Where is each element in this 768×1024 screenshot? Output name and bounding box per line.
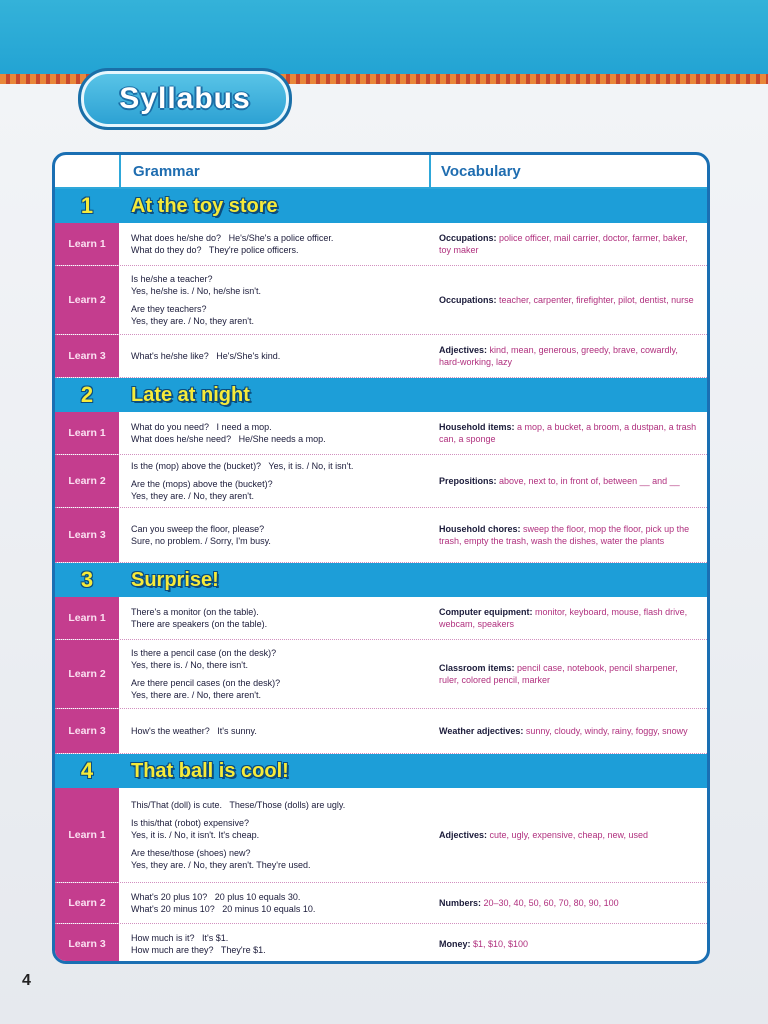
vocabulary-items: police officer, mail carrier, doctor, farmer, baker, toy maker (439, 232, 688, 255)
table-header (55, 155, 707, 189)
vocabulary-cell (429, 709, 707, 753)
vocabulary-cell (429, 640, 707, 708)
vocabulary-cell (429, 788, 707, 882)
grammar-cell (119, 412, 429, 454)
grammar-line: How much is it? It's $1. (131, 933, 229, 943)
grammar-line: Yes, they are. / No, they aren't. They're used. (131, 860, 311, 870)
grammar-line: Yes, there is. / No, there isn't. (131, 660, 248, 670)
unit-header (55, 563, 707, 597)
lesson-label: Learn 2 (55, 883, 119, 923)
vocabulary-items: sweep the floor, mop the floor, pick up the trash, empty the trash, wash the dishes, water the plants (439, 523, 690, 546)
grammar-line: What's 20 plus 10? 20 plus 10 equals 30. (131, 892, 301, 902)
grammar-line: Is he/she a teacher? (131, 274, 213, 284)
grammar-line: What do they do? They're police officers. (131, 245, 299, 255)
syllabus-table (52, 152, 710, 964)
vocabulary-cell (429, 266, 707, 334)
grammar-cell (119, 883, 429, 923)
grammar-line: Are the (mops) above the (bucket)? (131, 479, 273, 489)
vocabulary-text (439, 606, 699, 631)
grammar-line: What does he/she need? He/She needs a mop. (131, 434, 326, 444)
vocabulary-category: Adjectives: (439, 829, 488, 840)
lesson-label: Learn 3 (55, 335, 119, 377)
vocabulary-cell (429, 455, 707, 507)
grammar-line: Are they teachers? (131, 304, 207, 314)
grammar-line: How's the weather? It's sunny. (131, 726, 257, 736)
vocabulary-text (439, 662, 699, 687)
grammar-cell (119, 455, 429, 507)
grammar-line: What's 20 minus 10? 20 minus 10 equals 10. (131, 904, 316, 914)
grammar-cell (119, 335, 429, 377)
lesson-row (55, 335, 707, 378)
vocabulary-cell (429, 412, 707, 454)
vocabulary-text (439, 294, 694, 307)
grammar-line: Yes, he/she is. / No, he/she isn't. (131, 286, 261, 296)
lesson-label: Learn 1 (55, 788, 119, 882)
lesson-row (55, 223, 707, 266)
lesson-row (55, 640, 707, 709)
lesson-row (55, 709, 707, 754)
unit-header (55, 189, 707, 223)
grammar-line: Are these/those (shoes) new? (131, 848, 251, 858)
lesson-row (55, 412, 707, 455)
lesson-label: Learn 3 (55, 709, 119, 753)
lesson-row (55, 788, 707, 883)
vocabulary-text (439, 344, 699, 369)
vocabulary-category: Numbers: (439, 897, 482, 908)
vocabulary-items: cute, ugly, expensive, cheap, new, used (489, 829, 648, 840)
vocabulary-header: Vocabulary (441, 163, 521, 180)
lesson-label: Learn 2 (55, 640, 119, 708)
grammar-line: What do you need? I need a mop. (131, 422, 272, 432)
grammar-cell (119, 924, 429, 964)
page-title-badge (78, 68, 292, 130)
grammar-line: Sure, no problem. / Sorry, I'm busy. (131, 536, 271, 546)
vocabulary-category: Prepositions: (439, 475, 497, 486)
vocabulary-items: 20–30, 40, 50, 60, 70, 80, 90, 100 (483, 897, 619, 908)
vocabulary-cell (429, 335, 707, 377)
grammar-line: Yes, they are. / No, they aren't. (131, 316, 254, 326)
vocabulary-category: Occupations: (439, 294, 497, 305)
grammar-line: What's he/she like? He's/She's kind. (131, 351, 281, 361)
vocabulary-text (439, 421, 699, 446)
lesson-label: Learn 2 (55, 266, 119, 334)
unit-title: Late at night (131, 383, 250, 406)
vocabulary-cell (429, 223, 707, 265)
vocabulary-text (439, 829, 648, 842)
grammar-line: Yes, there are. / No, there aren't. (131, 690, 261, 700)
lesson-label: Learn 1 (55, 223, 119, 265)
grammar-line: Are there pencil cases (on the desk)? (131, 678, 281, 688)
grammar-line: Can you sweep the floor, please? (131, 524, 265, 534)
unit-title: That ball is cool! (131, 759, 289, 782)
vocabulary-category: Money: (439, 938, 471, 949)
vocabulary-category: Classroom items: (439, 662, 515, 673)
vocabulary-text (439, 475, 680, 488)
vocabulary-category: Occupations: (439, 232, 497, 243)
grammar-line: Yes, they are. / No, they aren't. (131, 491, 254, 501)
unit-number: 4 (80, 758, 94, 783)
vocabulary-items: above, next to, in front of, between __ and __ (499, 475, 680, 486)
lesson-row (55, 266, 707, 335)
vocabulary-items: pencil case, notebook, pencil sharpener, ruler, colored pencil, marker (439, 662, 678, 685)
vocabulary-cell (429, 597, 707, 639)
unit-header (55, 378, 707, 412)
lesson-label: Learn 3 (55, 508, 119, 562)
lesson-label: Learn 1 (55, 597, 119, 639)
grammar-cell (119, 266, 429, 334)
grammar-cell (119, 597, 429, 639)
unit-title: At the toy store (131, 194, 278, 217)
lesson-label: Learn 1 (55, 412, 119, 454)
vocabulary-cell (429, 924, 707, 964)
vocabulary-cell (429, 883, 707, 923)
grammar-line: There's a monitor (on the table). (131, 607, 259, 617)
vocabulary-text (439, 938, 528, 951)
vocabulary-category: Weather adjectives: (439, 725, 524, 736)
vocabulary-category: Household chores: (439, 523, 521, 534)
vocabulary-text (439, 725, 688, 738)
unit-title: Surprise! (131, 568, 219, 591)
lesson-row (55, 924, 707, 964)
grammar-cell (119, 223, 429, 265)
vocabulary-text (439, 232, 699, 257)
vocabulary-items: monitor, keyboard, mouse, flash drive, webcam, speakers (439, 606, 688, 629)
vocabulary-category: Household items: (439, 421, 515, 432)
grammar-line: Is the (mop) above the (bucket)? Yes, it is. / No, it isn't. (131, 461, 354, 471)
vocabulary-items: kind, mean, generous, greedy, brave, cowardly, hard-working, lazy (439, 344, 678, 367)
grammar-line: This/That (doll) is cute. These/Those (dolls) are ugly. (131, 800, 346, 810)
unit-header (55, 754, 707, 788)
grammar-line: What does he/she do? He's/She's a police officer. (131, 233, 334, 243)
grammar-cell (119, 788, 429, 882)
units-container (55, 189, 707, 964)
lesson-row (55, 455, 707, 508)
header-spacer (55, 155, 121, 187)
lesson-label: Learn 2 (55, 455, 119, 507)
vocabulary-category: Adjectives: (439, 344, 488, 355)
lesson-row (55, 883, 707, 924)
grammar-cell (119, 508, 429, 562)
vocabulary-items: sunny, cloudy, windy, rainy, foggy, snowy (525, 725, 688, 736)
lesson-label: Learn 3 (55, 924, 119, 964)
grammar-line: There are speakers (on the table). (131, 619, 268, 629)
lesson-row (55, 597, 707, 640)
vocabulary-items: teacher, carpenter, firefighter, pilot, dentist, nurse (499, 294, 694, 305)
vocabulary-cell (429, 508, 707, 562)
grammar-line: Is there a pencil case (on the desk)? (131, 648, 277, 658)
grammar-cell (119, 709, 429, 753)
page-title: Syllabus (119, 82, 251, 115)
page-number: 4 (22, 972, 31, 989)
grammar-cell (119, 640, 429, 708)
unit-number: 3 (80, 567, 94, 592)
vocabulary-category: Computer equipment: (439, 606, 533, 617)
grammar-header: Grammar (121, 155, 431, 187)
vocabulary-items: a mop, a bucket, a broom, a dustpan, a trash can, a sponge (439, 421, 697, 444)
unit-number: 2 (80, 382, 94, 407)
vocabulary-text (439, 523, 699, 548)
grammar-line: Yes, it is. / No, it isn't. It's cheap. (131, 830, 260, 840)
vocabulary-text (439, 897, 619, 910)
grammar-line: Is this/that (robot) expensive? (131, 818, 250, 828)
vocabulary-items: $1, $10, $100 (473, 938, 529, 949)
unit-number: 1 (80, 193, 94, 218)
grammar-line: How much are they? They're $1. (131, 945, 266, 955)
lesson-row (55, 508, 707, 563)
